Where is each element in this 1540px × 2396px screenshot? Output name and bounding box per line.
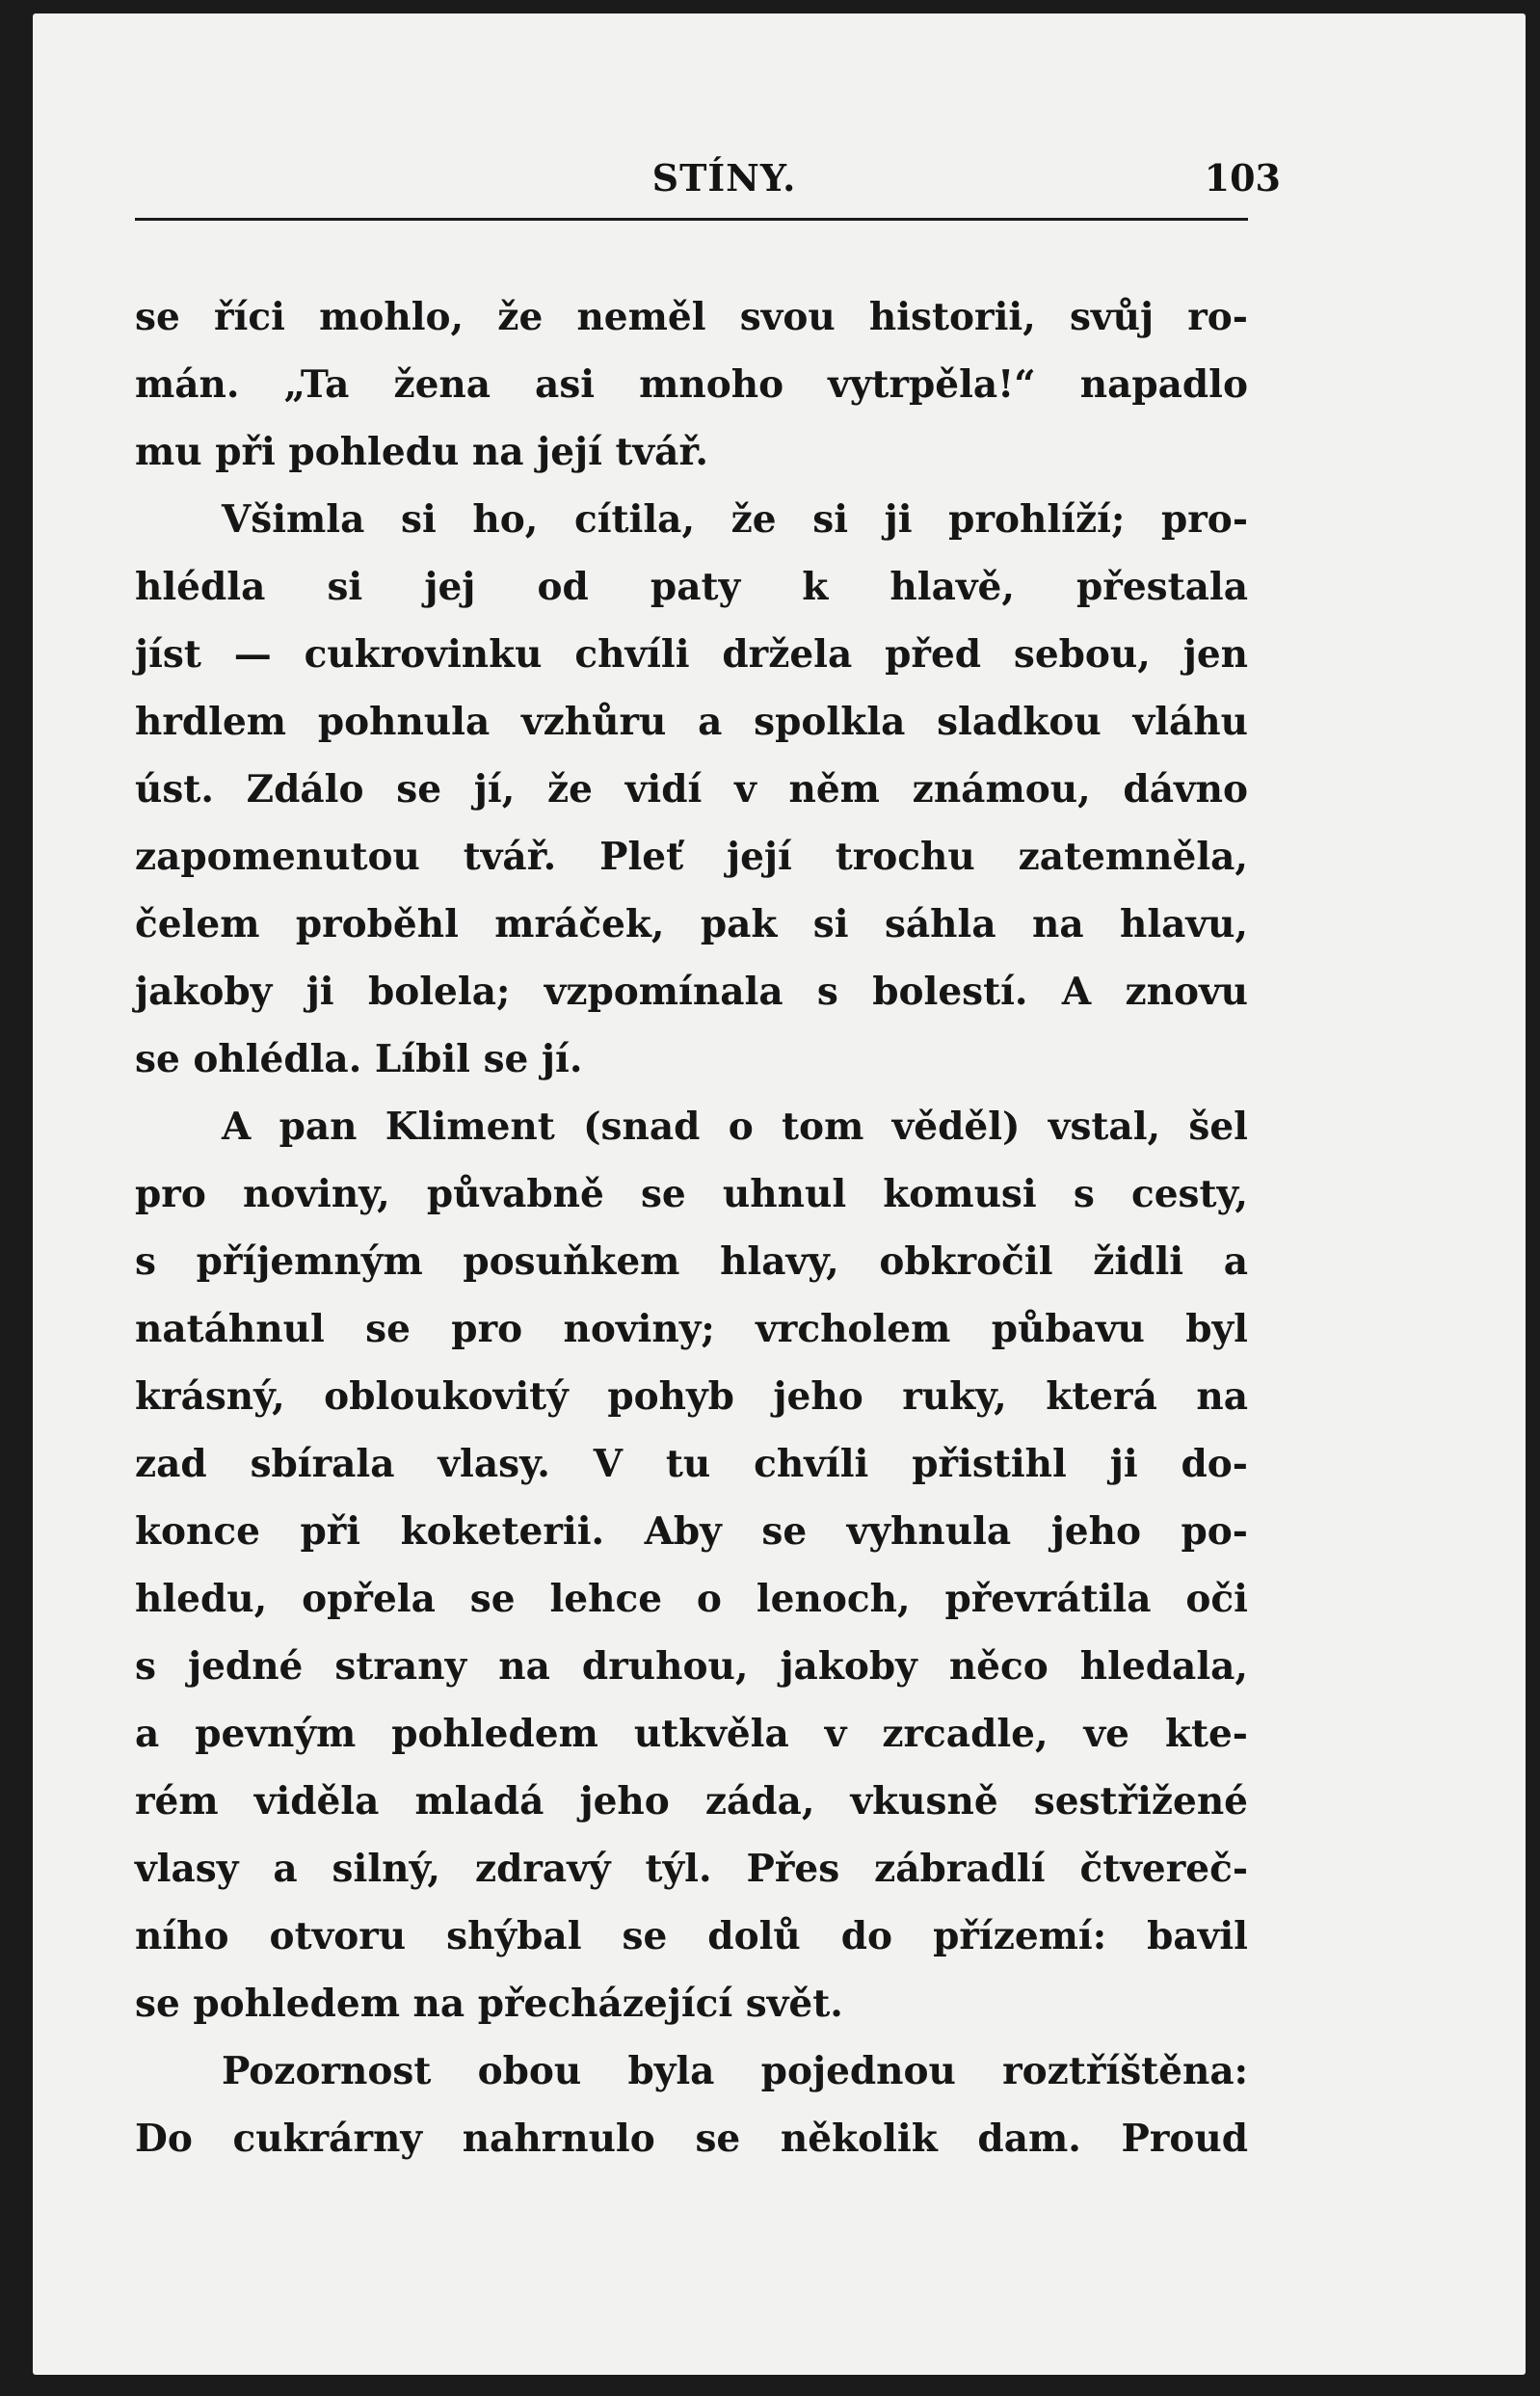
body-text — [135, 283, 1248, 2172]
text-line: se ohlédla. Líbil se jí. — [135, 1037, 583, 1081]
text-line: vlasy a silný, zdravý týl. Přes zábradlí čtvereč- — [135, 1847, 1248, 1891]
page-header — [168, 156, 1281, 202]
text-line: a pevným pohledem utkvěla v zrcadle, ve kte- — [135, 1712, 1248, 1756]
text-line: konce při koketerii. Aby se vyhnula jeho po- — [135, 1509, 1248, 1554]
header-rule — [135, 218, 1248, 221]
text-line: zad sbírala vlasy. V tu chvíli přistihl ji do- — [135, 1442, 1248, 1486]
text-line: hlédla si jej od paty k hlavě, přestala — [135, 565, 1248, 609]
text-line: Pozornost obou byla pojednou roztříštěna: — [222, 2049, 1248, 2093]
text-line: hrdlem pohnula vzhůru a spolkla sladkou vláhu — [135, 700, 1248, 744]
running-title: STÍNY. — [651, 156, 797, 200]
text-line: mán. „Ta žena asi mnoho vytrpěla!“ napadlo — [135, 362, 1248, 407]
text-line: A pan Kliment (snad o tom věděl) vstal, šel — [222, 1105, 1248, 1149]
text-line: zapomenutou tvář. Pleť její trochu zatemněla, — [135, 835, 1248, 879]
text-line: Do cukrárny nahrnulo se několik dam. Proud — [135, 2116, 1248, 2161]
text-line: natáhnul se pro noviny; vrcholem půbavu byl — [135, 1307, 1248, 1351]
text-line: mu při pohledu na její tvář. — [135, 430, 708, 474]
text-line: čelem proběhl mráček, pak si sáhla na hlavu, — [135, 902, 1248, 946]
text-line: hledu, opřela se lehce o lenoch, převrátila oči — [135, 1577, 1248, 1621]
text-line: s jedné strany na druhou, jakoby něco hledala, — [135, 1644, 1248, 1689]
text-line: ního otvoru shýbal se dolů do přízemí: bavil — [135, 1914, 1248, 1958]
text-line: Všimla si ho, cítila, že si ji prohlíží; pro- — [222, 497, 1248, 542]
text-line: jakoby ji bolela; vzpomínala s bolestí. A znovu — [135, 970, 1248, 1014]
text-line: jíst — cukrovinku chvíli držela před sebou, jen — [135, 632, 1248, 677]
page-number: 103 — [1204, 156, 1281, 200]
text-line: se pohledem na přecházející svět. — [135, 1982, 843, 2026]
text-line: s příjemným posuňkem hlavy, obkročil židli a — [135, 1239, 1248, 1284]
text-line: se říci mohlo, že neměl svou historii, svůj ro- — [135, 295, 1248, 339]
text-line: pro noviny, půvabně se uhnul komusi s cesty, — [135, 1172, 1248, 1216]
text-line: rém viděla mladá jeho záda, vkusně sestřižené — [135, 1779, 1248, 1824]
text-line: úst. Zdálo se jí, že vidí v něm známou, dávno — [135, 767, 1248, 812]
text-line: krásný, obloukovitý pohyb jeho ruky, která na — [135, 1374, 1248, 1419]
